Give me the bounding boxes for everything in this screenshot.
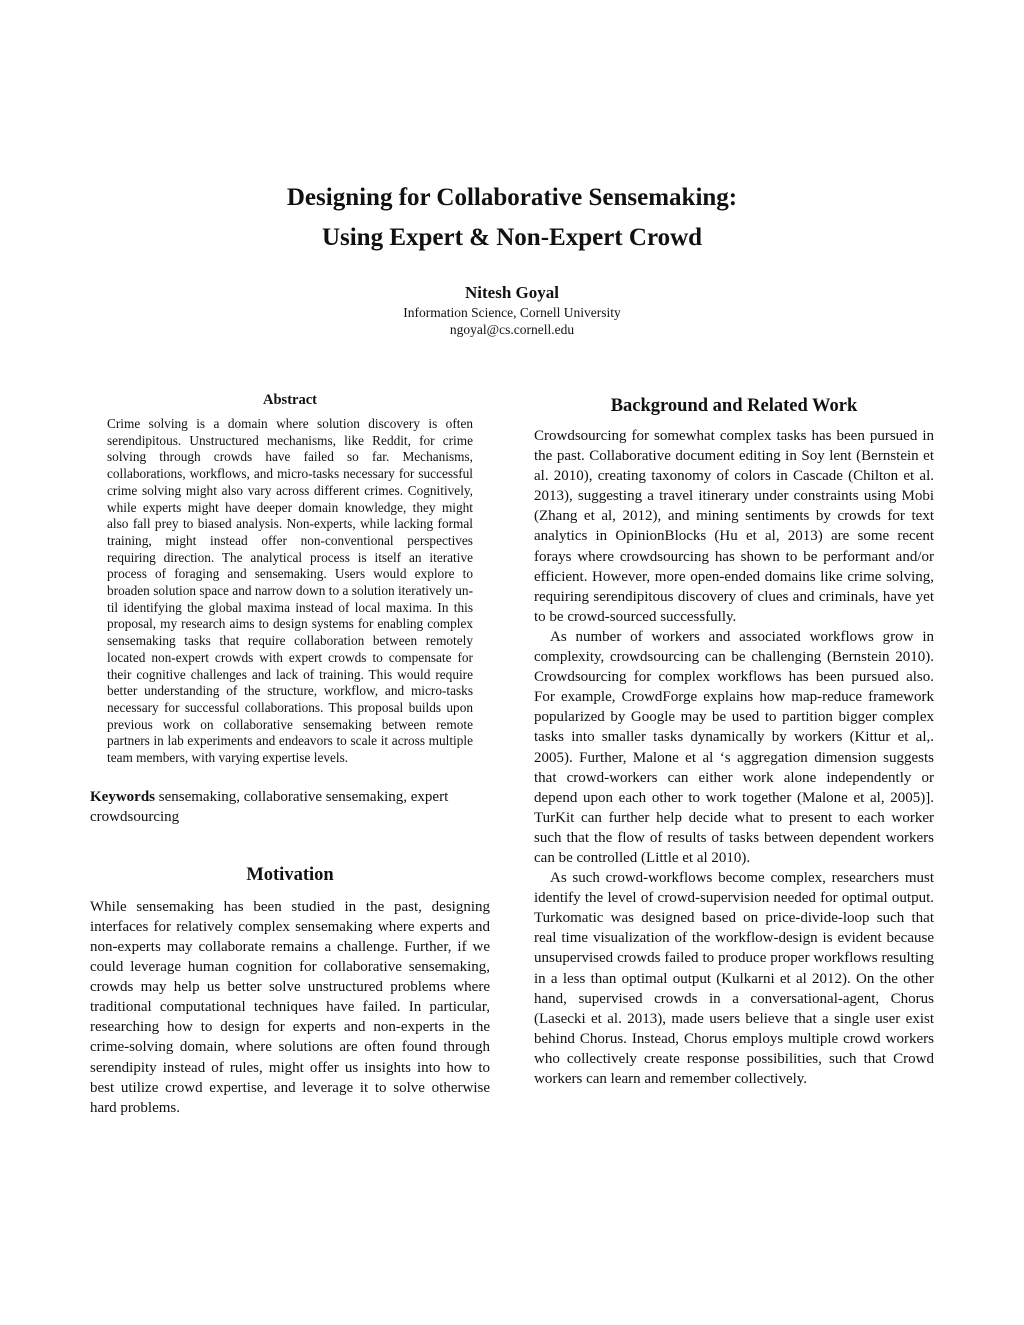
paper-title-line-2: Using Expert & Non-Expert Crowd <box>321 224 703 251</box>
background-paragraph-2: As number of workers and associated workflows grow in complexity, crowdsourcing can be challenging (Bernstein 2010). Crowdsourcing for complex workflows has been pursued also. For example, CrowdForge explains how map-reduce framework popularized by Google may be used to partition bigger complex tasks into smaller tasks dynamically by workers (Kittur et al,. 2005). Further, Malone et al ‘s aggregation dimension suggests that crowd-workers can either work alone independently or depend upon each other to work together (Malone et al, 2005)]. TurKit can further help decide what to present to each worker such that the flow of results of tasks between dependent workers can be controlled (Little et al 2010). <box>534 628 934 866</box>
keywords-section <box>90 787 490 827</box>
author-affiliation: Information Science, Cornell University <box>403 305 621 320</box>
keywords-text: sensemaking, collaborative sensemaking, expert crowdsourcing <box>90 788 449 825</box>
background-paragraph-1: Crowdsourcing for somewhat complex tasks has been pursued in the past. Collaborative document editing in Soy lent (Bernstein et al. 2010), creating taxonomy of colors in Cascade (Chilton et al. 2013), suggesting a travel itinerary under constraints using Mobi (Zhang et al, 2012), and mining sentiments by crowds for text analytics in OpinionBlocks (Hu et al, 2013) are some recent forays where crowdsourcing has shown to be performant and/or efficient. However, more open-ended domains like crime solving, requiring serendipitous discovery of clues and criminals, have yet to be crowd-sourced successfully. <box>534 428 934 625</box>
motivation-text: While sensemaking has been studied in the past, designing interfaces for relatively complex sensemaking where experts and non-experts may collaborate remains a challenge. Further, if we could leverage human cognition for collaborative sensemaking, crowds may help us better solve unstructured problems where traditional computational techniques have failed. In particular, researching how to design for experts and non-experts in the crime-solving domain, where solutions are often found through serendipity instead of rules, might offer us insights into how to best utilize crowd expertise, and leverage it to solve otherwise hard problems. <box>90 898 490 1116</box>
author-name: Nitesh Goyal <box>465 283 559 302</box>
paper-title-line-1: Designing for Collaborative Sensemaking: <box>286 184 738 211</box>
abstract-text: Crime solving is a domain where solution discovery is often serendipitous. Unstructured mechanisms, like Reddit, for crime solving through crowds have failed so far. Mechanisms, collaborations, workflows, and micro-tasks necessary for successful crime solving might also vary across different crimes. Cognitively, while experts might have deeper domain knowledge, they might also fall prey to biased analysis. Non-experts, while lacking formal training, might instead offer non-conventional perspectives requiring direction. The analytical process is itself an iterative process of foraging and sensemaking. Users would explore to broaden solution space and narrow down to a solution iteratively until identifying the global maxima instead of local maxima. In this proposal, my research aims to design systems for enabling complex sensemaking tasks that require collaboration between remotely located non-expert crowds with expert crowds to compensate for their cognitive challenges and lack of training. This would require better understanding of the structure, workflow, and micro-tasks necessary for successful collaborations. This proposal builds upon previous work on collaborative sensemaking between remote partners in lab experiments and endeavors to scale it across multiple team members, with varying expertise levels. <box>107 416 473 766</box>
abstract-section <box>107 390 473 767</box>
motivation-heading: Motivation <box>246 864 334 885</box>
author-email: ngoyal@cs.cornell.edu <box>449 322 575 337</box>
background-paragraph-3: As such crowd-workflows become complex, researchers must identify the level of crowd-supervision needed for optimal output. Turkomatic was designed based on price-divide-loop such that real time visualization of the workflow-design is evident because unsupervised crowds failed to produce proper workflows resulting in a less than optimal output (Kulkarni et al 2012). On the other hand, supervised crowds in a conversational-agent, Chorus (Lasecki et al. 2013), made users believe that a single user exist behind Chorus. Instead, Chorus employs multiple crowd workers who collectively create response possibilities, such that Crowd workers can learn and remember collectively. <box>534 870 934 1087</box>
background-heading: Background and Related Work <box>610 396 858 416</box>
keywords-label: Keywords <box>90 788 155 805</box>
abstract-heading: Abstract <box>263 392 317 408</box>
left-column <box>90 390 490 1118</box>
paper-header <box>0 178 1024 338</box>
right-column <box>534 390 934 1089</box>
